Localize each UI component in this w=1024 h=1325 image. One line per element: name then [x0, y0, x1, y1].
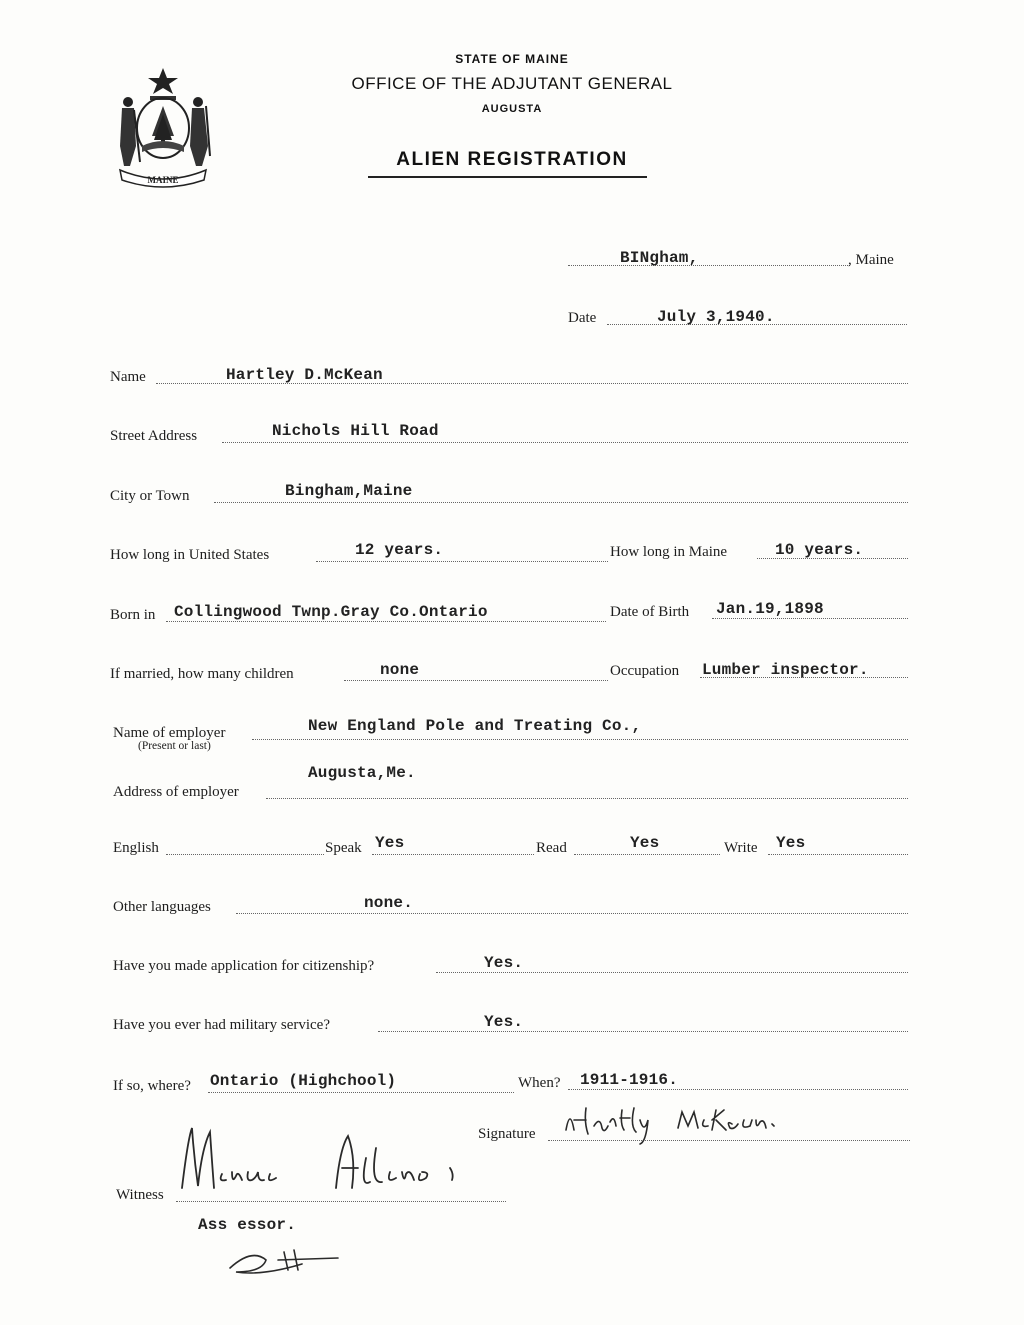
children-label: If married, how many children [110, 666, 294, 682]
employer-value: New England Pole and Treating Co., [308, 717, 642, 735]
location-line [568, 265, 850, 266]
children-line [344, 680, 608, 681]
date-value: July 3,1940. [657, 308, 775, 326]
other-languages-line [236, 913, 908, 914]
employer-line [252, 739, 908, 740]
city-or-town-label: City or Town [110, 488, 190, 504]
where-value: Ontario (Highchool) [210, 1072, 397, 1090]
how-long-maine-value: 10 years. [775, 541, 864, 559]
form-title: ALIEN REGISTRATION [396, 149, 628, 170]
witness-signature [170, 1118, 480, 1208]
name-value: Hartley D.McKean [226, 366, 383, 384]
date-of-birth-value: Jan.19,1898 [716, 600, 824, 618]
speak-line [372, 854, 534, 855]
citizenship-value: Yes. [484, 954, 524, 972]
write-line [768, 854, 908, 855]
city-heading: AUGUSTA [481, 103, 543, 115]
employer-address-value: Augusta,Me. [308, 764, 416, 782]
write-label: Write [724, 840, 758, 856]
witness-label: Witness [116, 1187, 164, 1203]
how-long-us-line [316, 561, 608, 562]
english-line [166, 854, 324, 855]
street-address-label: Street Address [110, 428, 198, 444]
employer-address-label: Address of employer [113, 784, 239, 800]
read-label: Read [536, 840, 567, 856]
when-label: When? [518, 1075, 561, 1091]
occupation-label: Occupation [610, 663, 680, 679]
location-suffix: , Maine [848, 252, 894, 268]
assessor-title: Ass essor. [198, 1216, 297, 1234]
how-long-us-label: How long in United States [110, 547, 270, 563]
read-line [574, 854, 720, 855]
location-value: BINgham, [620, 249, 699, 267]
where-label: If so, where? [113, 1078, 191, 1094]
speak-label: Speak [325, 840, 362, 856]
other-languages-value: none. [364, 894, 414, 912]
english-label: English [113, 840, 159, 856]
speak-value: Yes [375, 834, 405, 852]
city-or-town-value: Bingham,Maine [285, 482, 413, 500]
other-languages-label: Other languages [113, 899, 211, 915]
born-in-line [166, 621, 606, 622]
title-underline [368, 176, 647, 178]
how-long-us-value: 12 years. [355, 541, 444, 559]
office-heading: OFFICE OF THE ADJUTANT GENERAL [351, 74, 673, 93]
date-of-birth-line [712, 618, 908, 619]
date-label: Date [568, 310, 597, 326]
employer-sublabel: (Present or last) [138, 740, 211, 752]
born-in-label: Born in [110, 607, 156, 623]
citizenship-line [436, 972, 908, 973]
street-address-value: Nichols Hill Road [272, 422, 439, 440]
where-line [208, 1092, 514, 1093]
state-heading: STATE OF MAINE [455, 52, 569, 66]
born-in-value: Collingwood Twnp.Gray Co.Ontario [174, 603, 488, 621]
military-label: Have you ever had military service? [113, 1017, 330, 1033]
how-long-maine-label: How long in Maine [610, 544, 728, 560]
applicant-signature [560, 1100, 820, 1150]
when-value: 1911-1916. [580, 1071, 679, 1089]
assessor-initials [222, 1242, 352, 1278]
write-value: Yes [776, 834, 806, 852]
military-line [378, 1031, 908, 1032]
when-line [568, 1089, 908, 1090]
name-label: Name [110, 369, 146, 385]
occupation-value: Lumber inspector. [702, 661, 869, 679]
svg-text:MAINE: MAINE [147, 175, 179, 185]
employer-address-line [266, 798, 908, 799]
street-address-line [222, 442, 908, 443]
read-value: Yes [630, 834, 660, 852]
citizenship-label: Have you made application for citizenship? [113, 958, 375, 974]
employer-label: Name of employer [113, 725, 226, 741]
military-value: Yes. [484, 1013, 524, 1031]
children-value: none [380, 661, 420, 679]
city-or-town-line [214, 502, 908, 503]
date-of-birth-label: Date of Birth [610, 604, 690, 620]
signature-label: Signature [478, 1126, 536, 1142]
